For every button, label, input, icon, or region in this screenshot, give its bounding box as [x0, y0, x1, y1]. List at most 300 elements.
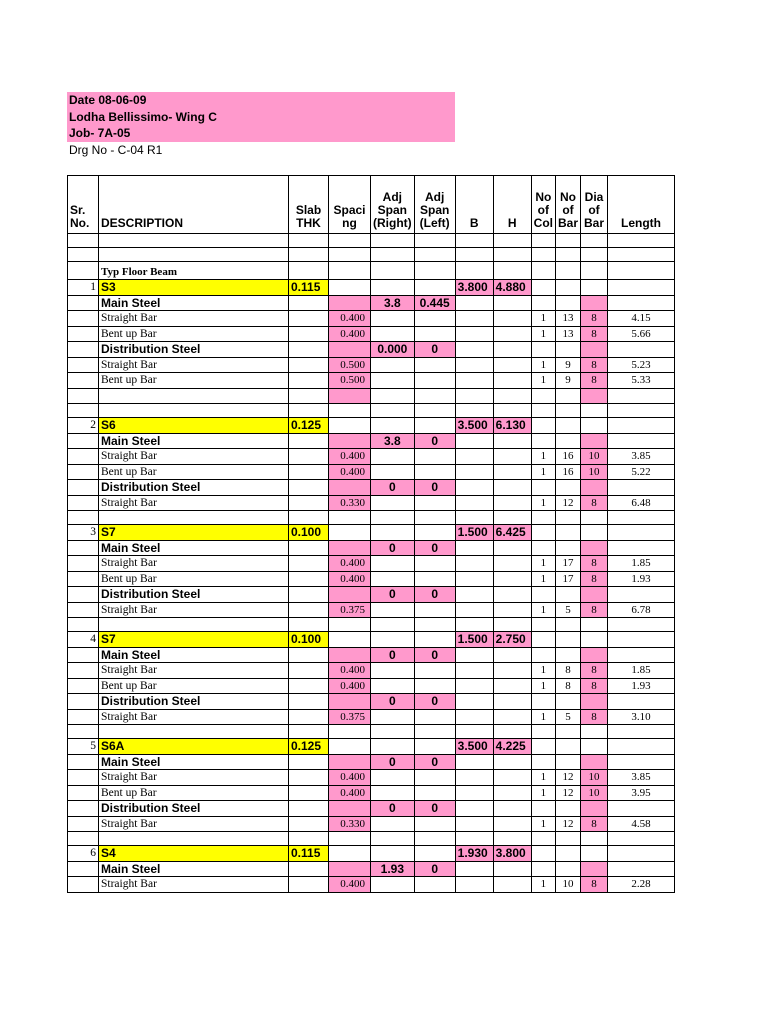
- length-cell[interactable]: 1.93: [608, 678, 675, 694]
- spacing-cell[interactable]: 0.375: [329, 602, 371, 618]
- cell[interactable]: [68, 234, 99, 248]
- cell[interactable]: [414, 556, 455, 572]
- bar-desc-cell[interactable]: Straight Bar: [99, 709, 289, 725]
- bar-desc-cell[interactable]: Bent up Bar: [99, 571, 289, 587]
- cell[interactable]: [581, 632, 608, 648]
- slab-thk-cell[interactable]: 0.100: [289, 525, 329, 541]
- cell[interactable]: [556, 388, 581, 404]
- length-cell[interactable]: 6.48: [608, 495, 675, 511]
- length-cell[interactable]: 4.58: [608, 816, 675, 832]
- slab-thk-cell[interactable]: 0.100: [289, 632, 329, 648]
- cell[interactable]: [414, 663, 455, 679]
- cell[interactable]: [493, 388, 531, 404]
- h-cell[interactable]: 6.425: [493, 525, 531, 541]
- cell[interactable]: [608, 342, 675, 358]
- b-cell[interactable]: 3.500: [455, 418, 493, 434]
- b-cell[interactable]: 1.930: [455, 846, 493, 862]
- cell[interactable]: [414, 877, 455, 893]
- no-of-bar-cell[interactable]: 17: [556, 571, 581, 587]
- cell[interactable]: [493, 262, 531, 280]
- cell[interactable]: [414, 418, 455, 434]
- cell[interactable]: [531, 861, 555, 877]
- cell[interactable]: [371, 785, 415, 801]
- cell[interactable]: [455, 495, 493, 511]
- cell[interactable]: [455, 832, 493, 846]
- cell[interactable]: [99, 618, 289, 632]
- dia-cell[interactable]: 8: [581, 602, 608, 618]
- cell[interactable]: [414, 234, 455, 248]
- cell[interactable]: [493, 816, 531, 832]
- cell[interactable]: [455, 373, 493, 389]
- cell[interactable]: [68, 770, 99, 786]
- cell[interactable]: [556, 248, 581, 262]
- cell[interactable]: [531, 694, 555, 710]
- cell[interactable]: [371, 280, 415, 296]
- adj-left-cell[interactable]: 0: [414, 540, 455, 556]
- cell[interactable]: [289, 725, 329, 739]
- cell[interactable]: [493, 556, 531, 572]
- sr-cell[interactable]: 3: [68, 525, 99, 541]
- cell[interactable]: [493, 571, 531, 587]
- length-cell[interactable]: 3.85: [608, 770, 675, 786]
- cell[interactable]: [371, 418, 415, 434]
- no-of-bar-cell[interactable]: 17: [556, 556, 581, 572]
- adj-right-cell[interactable]: 0: [371, 480, 415, 496]
- cell[interactable]: [493, 511, 531, 525]
- cell[interactable]: [455, 388, 493, 404]
- col-header-spacing[interactable]: Spaci ng: [329, 176, 371, 234]
- slab-name-cell[interactable]: S3: [99, 280, 289, 296]
- slab-thk-cell[interactable]: 0.115: [289, 280, 329, 296]
- dia-cell[interactable]: [581, 480, 608, 496]
- cell[interactable]: [414, 770, 455, 786]
- length-cell[interactable]: 1.85: [608, 663, 675, 679]
- cell[interactable]: [608, 248, 675, 262]
- cell[interactable]: [531, 540, 555, 556]
- cell[interactable]: [608, 632, 675, 648]
- cell[interactable]: [68, 801, 99, 817]
- col-header-length[interactable]: Length: [608, 176, 675, 234]
- cell[interactable]: [329, 846, 371, 862]
- cell[interactable]: [289, 647, 329, 663]
- cell[interactable]: [556, 647, 581, 663]
- cell[interactable]: [556, 754, 581, 770]
- cell[interactable]: [531, 647, 555, 663]
- cell[interactable]: [556, 511, 581, 525]
- col-header-h[interactable]: H: [493, 176, 531, 234]
- dia-cell[interactable]: 8: [581, 678, 608, 694]
- dia-cell[interactable]: [581, 342, 608, 358]
- b-cell[interactable]: 3.800: [455, 280, 493, 296]
- cell[interactable]: [371, 678, 415, 694]
- cell[interactable]: [493, 464, 531, 480]
- cell[interactable]: [581, 234, 608, 248]
- cell[interactable]: [68, 877, 99, 893]
- cell[interactable]: [371, 525, 415, 541]
- bar-desc-cell[interactable]: Bent up Bar: [99, 464, 289, 480]
- main-steel-label[interactable]: Main Steel: [99, 647, 289, 663]
- cell[interactable]: [289, 480, 329, 496]
- cell[interactable]: [493, 404, 531, 418]
- bar-desc-cell[interactable]: Bent up Bar: [99, 373, 289, 389]
- col-header-no-of-col[interactable]: No of Col: [531, 176, 555, 234]
- no-of-bar-cell[interactable]: 12: [556, 495, 581, 511]
- cell[interactable]: [531, 801, 555, 817]
- spacing-cell[interactable]: [329, 480, 371, 496]
- cell[interactable]: [289, 433, 329, 449]
- no-of-bar-cell[interactable]: 12: [556, 785, 581, 801]
- bar-desc-cell[interactable]: Straight Bar: [99, 877, 289, 893]
- cell[interactable]: [608, 480, 675, 496]
- cell[interactable]: [493, 342, 531, 358]
- cell[interactable]: [556, 846, 581, 862]
- adj-right-cell[interactable]: 3.8: [371, 295, 415, 311]
- cell[interactable]: [493, 295, 531, 311]
- cell[interactable]: [556, 632, 581, 648]
- cell[interactable]: [68, 388, 99, 404]
- slab-name-cell[interactable]: S6A: [99, 739, 289, 755]
- no-of-col-cell[interactable]: 1: [531, 449, 555, 465]
- length-cell[interactable]: 5.22: [608, 464, 675, 480]
- cell[interactable]: [289, 464, 329, 480]
- cell[interactable]: [455, 678, 493, 694]
- col-header-no-of-bar[interactable]: No of Bar: [556, 176, 581, 234]
- cell[interactable]: [608, 832, 675, 846]
- cell[interactable]: [414, 678, 455, 694]
- cell[interactable]: [455, 556, 493, 572]
- cell[interactable]: [493, 861, 531, 877]
- sr-cell[interactable]: 6: [68, 846, 99, 862]
- dia-cell[interactable]: 10: [581, 785, 608, 801]
- cell[interactable]: [371, 832, 415, 846]
- spacing-cell[interactable]: [329, 694, 371, 710]
- main-steel-label[interactable]: Main Steel: [99, 754, 289, 770]
- cell[interactable]: [68, 342, 99, 358]
- cell[interactable]: [531, 480, 555, 496]
- no-of-bar-cell[interactable]: 5: [556, 709, 581, 725]
- cell[interactable]: [414, 571, 455, 587]
- cell[interactable]: [531, 618, 555, 632]
- cell[interactable]: [531, 525, 555, 541]
- adj-left-cell[interactable]: 0: [414, 694, 455, 710]
- no-of-col-cell[interactable]: 1: [531, 495, 555, 511]
- cell[interactable]: [371, 618, 415, 632]
- cell[interactable]: [289, 449, 329, 465]
- cell[interactable]: [581, 404, 608, 418]
- cell[interactable]: [455, 694, 493, 710]
- spacing-cell[interactable]: 0.375: [329, 709, 371, 725]
- cell[interactable]: [556, 801, 581, 817]
- cell[interactable]: [581, 511, 608, 525]
- cell[interactable]: [556, 404, 581, 418]
- spacing-cell[interactable]: 0.400: [329, 663, 371, 679]
- cell[interactable]: [493, 540, 531, 556]
- cell[interactable]: [531, 418, 555, 434]
- cell[interactable]: [493, 587, 531, 603]
- spacing-cell[interactable]: 0.400: [329, 556, 371, 572]
- adj-left-cell[interactable]: 0: [414, 480, 455, 496]
- adj-right-cell[interactable]: 1.93: [371, 861, 415, 877]
- dia-cell[interactable]: 10: [581, 449, 608, 465]
- no-of-bar-cell[interactable]: 12: [556, 770, 581, 786]
- cell[interactable]: [68, 480, 99, 496]
- dia-cell[interactable]: [581, 433, 608, 449]
- cell[interactable]: [556, 234, 581, 248]
- cell[interactable]: [556, 525, 581, 541]
- cell[interactable]: [414, 326, 455, 342]
- main-steel-label[interactable]: Main Steel: [99, 861, 289, 877]
- cell[interactable]: [68, 663, 99, 679]
- no-of-bar-cell[interactable]: 9: [556, 373, 581, 389]
- dia-cell[interactable]: [581, 861, 608, 877]
- cell[interactable]: [531, 404, 555, 418]
- cell[interactable]: [371, 388, 415, 404]
- cell[interactable]: [68, 511, 99, 525]
- no-of-col-cell[interactable]: 1: [531, 709, 555, 725]
- cell[interactable]: [414, 404, 455, 418]
- cell[interactable]: [608, 754, 675, 770]
- cell[interactable]: [493, 326, 531, 342]
- cell[interactable]: [414, 511, 455, 525]
- cell[interactable]: [493, 373, 531, 389]
- cell[interactable]: [556, 480, 581, 496]
- main-steel-label[interactable]: Main Steel: [99, 433, 289, 449]
- cell[interactable]: [493, 357, 531, 373]
- no-of-bar-cell[interactable]: 12: [556, 816, 581, 832]
- adj-left-cell[interactable]: 0: [414, 587, 455, 603]
- dia-cell[interactable]: 8: [581, 709, 608, 725]
- cell[interactable]: [68, 495, 99, 511]
- cell[interactable]: [68, 709, 99, 725]
- cell[interactable]: [371, 234, 415, 248]
- cell[interactable]: [414, 785, 455, 801]
- cell[interactable]: [414, 709, 455, 725]
- cell[interactable]: [68, 861, 99, 877]
- dist-steel-label[interactable]: Distribution Steel: [99, 342, 289, 358]
- cell[interactable]: [68, 832, 99, 846]
- cell[interactable]: [493, 647, 531, 663]
- dia-cell[interactable]: 10: [581, 464, 608, 480]
- length-cell[interactable]: 5.66: [608, 326, 675, 342]
- bar-desc-cell[interactable]: Straight Bar: [99, 495, 289, 511]
- spacing-cell[interactable]: [329, 587, 371, 603]
- cell[interactable]: [329, 725, 371, 739]
- cell[interactable]: [455, 311, 493, 327]
- cell[interactable]: [531, 832, 555, 846]
- length-cell[interactable]: 5.23: [608, 357, 675, 373]
- cell[interactable]: [493, 694, 531, 710]
- cell[interactable]: [371, 571, 415, 587]
- cell[interactable]: [289, 342, 329, 358]
- cell[interactable]: [556, 295, 581, 311]
- dia-cell[interactable]: 8: [581, 373, 608, 389]
- dia-cell[interactable]: 8: [581, 495, 608, 511]
- spacing-cell[interactable]: 0.500: [329, 373, 371, 389]
- cell[interactable]: [556, 280, 581, 296]
- cell[interactable]: [371, 770, 415, 786]
- cell[interactable]: [289, 404, 329, 418]
- cell[interactable]: [68, 433, 99, 449]
- cell[interactable]: [371, 404, 415, 418]
- adj-left-cell[interactable]: 0.445: [414, 295, 455, 311]
- cell[interactable]: [414, 449, 455, 465]
- cell[interactable]: [289, 556, 329, 572]
- spacing-cell[interactable]: 0.500: [329, 357, 371, 373]
- h-cell[interactable]: 2.750: [493, 632, 531, 648]
- spacing-cell[interactable]: 0.400: [329, 326, 371, 342]
- bar-desc-cell[interactable]: Straight Bar: [99, 663, 289, 679]
- cell[interactable]: [455, 587, 493, 603]
- dia-cell[interactable]: 8: [581, 816, 608, 832]
- h-cell[interactable]: 3.800: [493, 846, 531, 862]
- dia-cell[interactable]: 8: [581, 311, 608, 327]
- cell[interactable]: [493, 770, 531, 786]
- cell[interactable]: [455, 861, 493, 877]
- no-of-col-cell[interactable]: 1: [531, 373, 555, 389]
- cell[interactable]: [414, 602, 455, 618]
- length-cell[interactable]: 1.85: [608, 556, 675, 572]
- cell[interactable]: [493, 449, 531, 465]
- sr-cell[interactable]: 2: [68, 418, 99, 434]
- adj-right-cell[interactable]: 0.000: [371, 342, 415, 358]
- cell[interactable]: [531, 280, 555, 296]
- cell[interactable]: [556, 540, 581, 556]
- cell[interactable]: [581, 846, 608, 862]
- cell[interactable]: [493, 832, 531, 846]
- cell[interactable]: [608, 234, 675, 248]
- cell[interactable]: [68, 373, 99, 389]
- dia-cell[interactable]: 8: [581, 877, 608, 893]
- cell[interactable]: [608, 861, 675, 877]
- dia-cell[interactable]: [581, 801, 608, 817]
- cell[interactable]: [289, 602, 329, 618]
- cell[interactable]: [531, 234, 555, 248]
- cell[interactable]: [581, 280, 608, 296]
- no-of-col-cell[interactable]: 1: [531, 326, 555, 342]
- cell[interactable]: [329, 525, 371, 541]
- h-cell[interactable]: 4.225: [493, 739, 531, 755]
- cell[interactable]: [68, 571, 99, 587]
- bar-desc-cell[interactable]: Bent up Bar: [99, 678, 289, 694]
- cell[interactable]: [531, 295, 555, 311]
- cell[interactable]: [493, 877, 531, 893]
- cell[interactable]: [329, 832, 371, 846]
- adj-right-cell[interactable]: 0: [371, 540, 415, 556]
- cell[interactable]: [581, 739, 608, 755]
- cell[interactable]: [289, 248, 329, 262]
- no-of-col-cell[interactable]: 1: [531, 663, 555, 679]
- slab-name-cell[interactable]: S7: [99, 632, 289, 648]
- cell[interactable]: [68, 816, 99, 832]
- cell[interactable]: [493, 602, 531, 618]
- dist-steel-label[interactable]: Distribution Steel: [99, 587, 289, 603]
- length-cell[interactable]: 3.85: [608, 449, 675, 465]
- cell[interactable]: [68, 357, 99, 373]
- cell[interactable]: [608, 618, 675, 632]
- cell[interactable]: [68, 295, 99, 311]
- col-header-sr[interactable]: Sr. No.: [68, 176, 99, 234]
- cell[interactable]: [581, 418, 608, 434]
- cell[interactable]: [493, 663, 531, 679]
- cell[interactable]: [531, 248, 555, 262]
- cell[interactable]: [68, 647, 99, 663]
- cell[interactable]: [289, 861, 329, 877]
- cell[interactable]: [68, 449, 99, 465]
- spacing-cell[interactable]: [329, 801, 371, 817]
- spacing-cell[interactable]: 0.400: [329, 785, 371, 801]
- cell[interactable]: [493, 709, 531, 725]
- length-cell[interactable]: 2.28: [608, 877, 675, 893]
- cell[interactable]: [531, 433, 555, 449]
- dia-cell[interactable]: [581, 647, 608, 663]
- cell[interactable]: [371, 511, 415, 525]
- no-of-col-cell[interactable]: 1: [531, 556, 555, 572]
- cell[interactable]: [289, 326, 329, 342]
- cell[interactable]: [289, 295, 329, 311]
- cell[interactable]: [531, 587, 555, 603]
- cell[interactable]: [531, 754, 555, 770]
- cell[interactable]: [455, 357, 493, 373]
- cell[interactable]: [289, 262, 329, 280]
- spacing-cell[interactable]: [329, 295, 371, 311]
- cell[interactable]: [289, 495, 329, 511]
- bar-desc-cell[interactable]: Straight Bar: [99, 770, 289, 786]
- spacing-cell[interactable]: [329, 540, 371, 556]
- cell[interactable]: [414, 464, 455, 480]
- cell[interactable]: [414, 248, 455, 262]
- cell[interactable]: [68, 725, 99, 739]
- cell[interactable]: [414, 373, 455, 389]
- bar-desc-cell[interactable]: Bent up Bar: [99, 326, 289, 342]
- cell[interactable]: [371, 373, 415, 389]
- cell[interactable]: [329, 262, 371, 280]
- cell[interactable]: [556, 725, 581, 739]
- cell[interactable]: [289, 770, 329, 786]
- cell[interactable]: [608, 694, 675, 710]
- cell[interactable]: [455, 770, 493, 786]
- col-header-dia-of-bar[interactable]: Dia of Bar: [581, 176, 608, 234]
- cell[interactable]: [493, 311, 531, 327]
- cell[interactable]: [608, 647, 675, 663]
- cell[interactable]: [455, 404, 493, 418]
- cell[interactable]: [556, 618, 581, 632]
- bar-desc-cell[interactable]: Straight Bar: [99, 816, 289, 832]
- cell[interactable]: [68, 602, 99, 618]
- cell[interactable]: [68, 464, 99, 480]
- cell[interactable]: [371, 816, 415, 832]
- cell[interactable]: [68, 678, 99, 694]
- no-of-col-cell[interactable]: 1: [531, 678, 555, 694]
- cell[interactable]: [581, 618, 608, 632]
- cell[interactable]: [608, 295, 675, 311]
- no-of-col-cell[interactable]: 1: [531, 571, 555, 587]
- cell[interactable]: [414, 725, 455, 739]
- cell[interactable]: [493, 754, 531, 770]
- cell[interactable]: [493, 618, 531, 632]
- spacing-cell[interactable]: [329, 861, 371, 877]
- cell[interactable]: [99, 388, 289, 404]
- cell[interactable]: [608, 433, 675, 449]
- cell[interactable]: [608, 511, 675, 525]
- b-cell[interactable]: 1.500: [455, 525, 493, 541]
- dist-steel-label[interactable]: Distribution Steel: [99, 480, 289, 496]
- cell[interactable]: [289, 540, 329, 556]
- spacing-cell[interactable]: 0.400: [329, 311, 371, 327]
- cell[interactable]: [455, 801, 493, 817]
- cell[interactable]: [289, 571, 329, 587]
- cell[interactable]: [329, 280, 371, 296]
- cell[interactable]: [414, 388, 455, 404]
